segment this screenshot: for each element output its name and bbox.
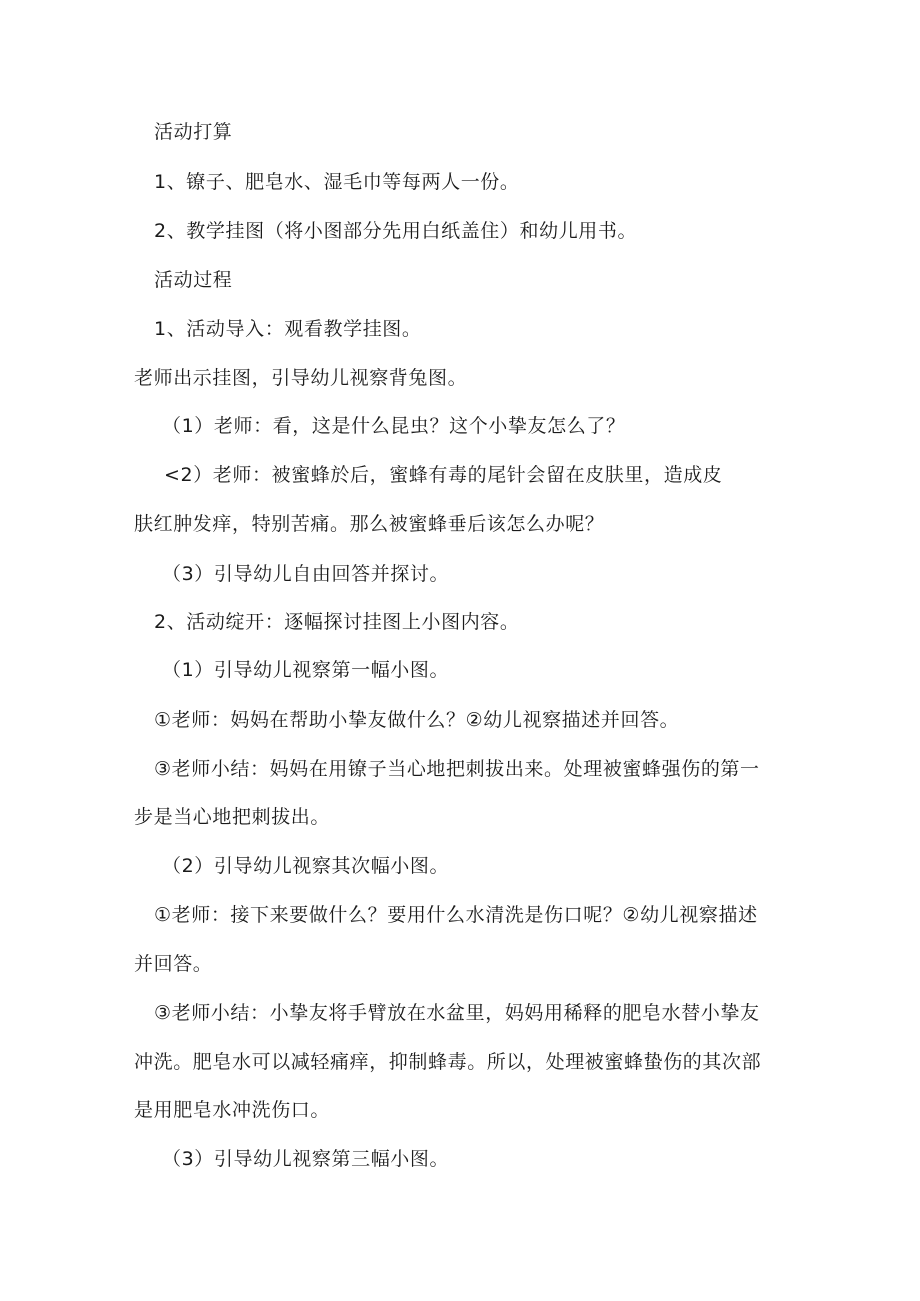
paragraph-line: （1）引导幼儿视察第一幅小图。: [162, 659, 450, 681]
section-heading-process: 活动过程: [154, 269, 233, 291]
paragraph-line: （2）引导幼儿视察其次幅小图。: [162, 855, 450, 877]
paragraph-line: 并回答。: [134, 953, 213, 975]
paragraph-line: 2、教学挂图（将小图部分先用白纸盖住）和幼儿用书。: [154, 220, 638, 242]
paragraph-line: 2、活动绽开：逐幅探讨挂图上小图内容。: [154, 611, 520, 633]
paragraph-line: 老师出示挂图，引导幼儿视察背兔图。: [134, 367, 468, 389]
paragraph-line: ①老师：接下来要做什么？要用什么水清洗是伤口呢？②幼儿视察描述: [154, 904, 758, 926]
paragraph-line: 冲洗。肥皂水可以减轻痛痒，抑制蜂毒。所以，处理被蜜蜂蛰伤的其次部: [134, 1051, 762, 1073]
paragraph-line: 是用肥皂水冲洗伤口。: [134, 1099, 331, 1121]
section-heading-preparation: 活动打算: [154, 121, 233, 143]
paragraph-line: （1）老师：看，这是什么昆虫？这个小挚友怎么了？: [162, 415, 626, 437]
paragraph-line: 肤红肿发痒，特别苦痛。那么被蜜蜂垂后该怎么办呢？: [134, 513, 605, 535]
paragraph-line: ①老师：妈妈在帮助小挚友做什么？②幼儿视察描述并回答。: [154, 709, 680, 731]
paragraph-line: ③老师小结：妈妈在用镣子当心地把刺拔出来。处理被蜜蜂强伤的第一: [154, 758, 760, 780]
paragraph-line: 1、活动导入：观看教学挂图。: [154, 318, 422, 340]
paragraph-line: （3）引导幼儿自由回答并探讨。: [162, 563, 450, 585]
paragraph-line: <2）老师：被蜜蜂於后，蜜蜂有毒的尾针会留在皮肤里，造成皮: [164, 464, 723, 486]
paragraph-line: 步是当心地把刺拔出。: [134, 806, 331, 828]
paragraph-line: 1、镣子、肥皂水、湿毛巾等每两人一份。: [154, 171, 520, 193]
paragraph-line: （3）引导幼儿视察第三幅小图。: [162, 1148, 450, 1170]
paragraph-line: ③老师小结：小挚友将手臂放在水盆里，妈妈用稀释的肥皂水替小挚友: [154, 1002, 760, 1024]
